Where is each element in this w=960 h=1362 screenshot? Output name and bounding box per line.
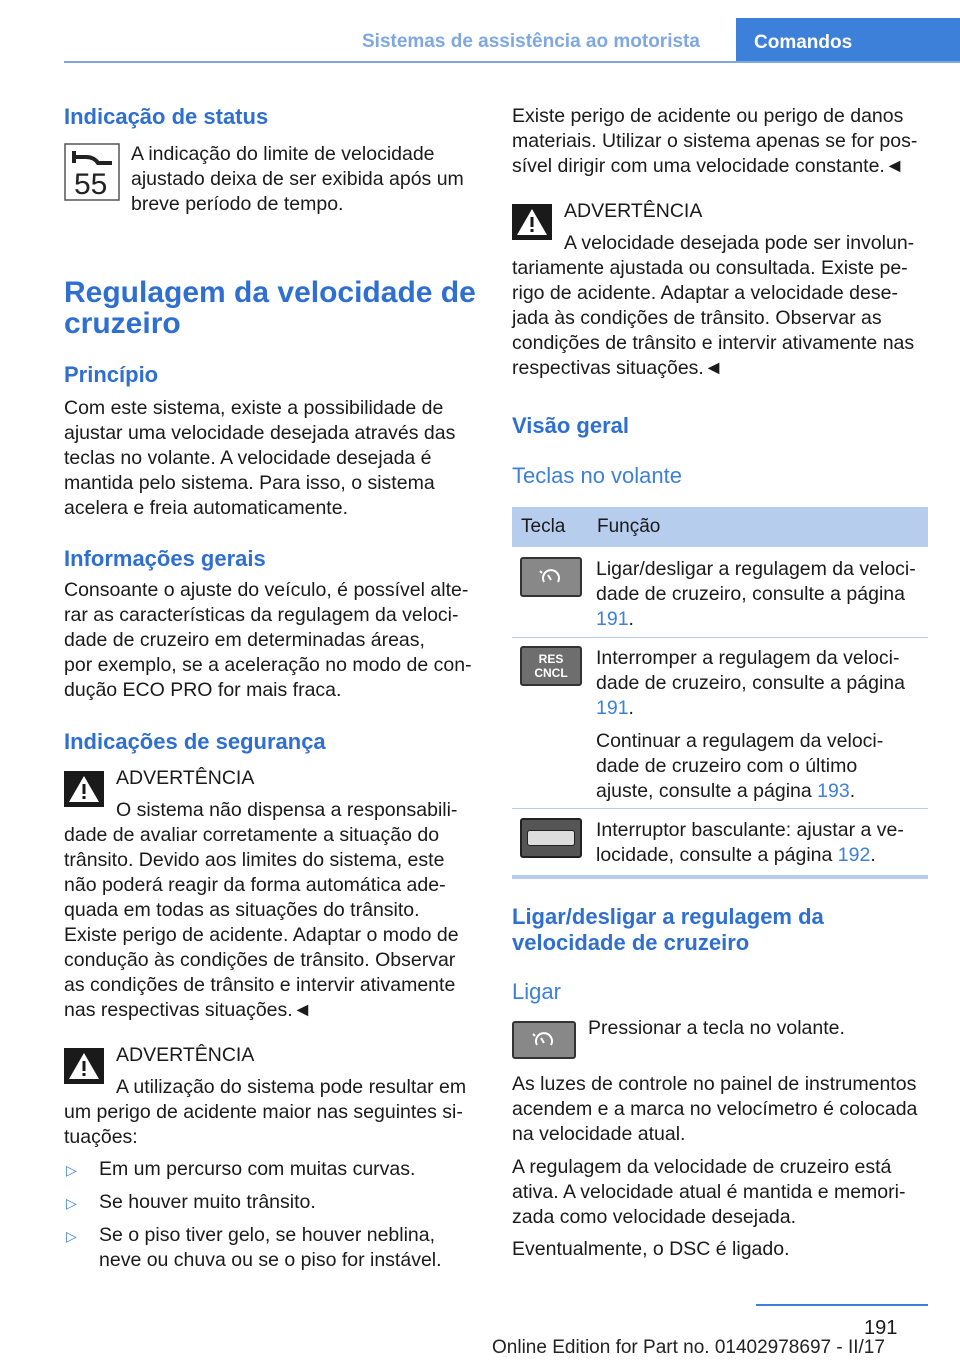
text-line: dade de cruzeiro, consulte a página: [596, 583, 905, 605]
text-line: tariamente ajustada ou consultada. Existe pe‐: [512, 257, 908, 279]
title-line: Ligar/desligar a regulagem da: [512, 904, 824, 929]
text-line: trânsito. Devido aos limites do sistema, este: [64, 849, 445, 871]
list-item: Se houver muito trânsito.: [99, 1191, 316, 1213]
after-text: [512, 1072, 928, 1147]
intro-text: [512, 104, 928, 179]
text-line: por exemplo, se a aceleração no modo de con‐: [64, 654, 472, 676]
warning-text-line: A velocidade desejada pode ser involun‐: [564, 232, 915, 254]
warning-text: [64, 1100, 476, 1150]
text-line: sível dirigir com uma velocidade constante.◄: [512, 155, 905, 177]
text-line: nas respectivas situações.◄: [64, 999, 312, 1021]
general-info-heading: Informações gerais: [64, 546, 266, 571]
text-line: [596, 843, 928, 868]
text-line: ativa. A velocidade atual é mantida e memori‐: [512, 1181, 906, 1203]
bullet-triangle-icon: ▷: [66, 1162, 77, 1178]
text-line: teclas no volante. A velocidade desejada é: [64, 447, 432, 469]
bullet-triangle-icon: ▷: [66, 1228, 77, 1244]
table-row: [596, 818, 928, 868]
text-line: dade de avaliar corretamente a situação do: [64, 824, 440, 846]
text-fragment: locidade, consulte a página: [596, 844, 838, 866]
punctuation: .: [849, 780, 856, 802]
warning-label: ADVERTÊNCIA: [116, 767, 255, 789]
page-link[interactable]: 191: [596, 697, 629, 719]
text-line: mantida pelo sistema. Para isso, o sistema: [64, 472, 435, 494]
page-link[interactable]: 192: [837, 844, 871, 866]
punctuation: .: [870, 844, 876, 866]
safety-heading: Indicações de segurança: [64, 729, 326, 754]
text-line: rar as características da regulagem da veloci‐: [64, 604, 459, 626]
text-line: A regulagem da velocidade de cruzeiro está: [512, 1156, 892, 1178]
keys-heading: Teclas no volante: [512, 463, 682, 488]
page-link[interactable]: 193: [817, 780, 850, 802]
warning-triangle-icon: [64, 771, 104, 807]
text-line: respectivas situações.◄: [512, 357, 724, 379]
header-chapter-tab: Comandos: [736, 18, 960, 61]
list-item: [99, 1223, 442, 1273]
text-line: as condições de trânsito e intervir ativamente: [64, 974, 456, 996]
table-col-key: Tecla: [521, 516, 566, 537]
warning-triangle-icon: [64, 1048, 104, 1084]
warning-text-line: O sistema não dispensa a responsabili‐: [116, 799, 458, 821]
table-col-function: Função: [597, 516, 661, 537]
speed-limit-number: 55: [74, 168, 108, 201]
key-label: CNCL: [534, 666, 568, 680]
text-line: Se o piso tiver gelo, se houver neblina,: [99, 1224, 436, 1246]
text-line: Existe perigo de acidente. Adaptar o modo de: [64, 924, 459, 946]
text-line: quada em todas as situações do trânsito.: [64, 899, 420, 921]
status-heading: Indicação de status: [64, 104, 269, 129]
main-section-title: [64, 277, 476, 339]
text-line: acelera e freia automaticamente.: [64, 497, 348, 519]
text-line: [596, 607, 928, 632]
list-item: Em um percurso com muitas curvas.: [99, 1158, 416, 1180]
text-line: Ligar/desligar a regulagem da veloci‐: [596, 558, 916, 580]
edition-note: Online Edition for Part no. 01402978697 - II/17: [492, 1337, 885, 1358]
on-off-heading: [512, 904, 824, 956]
text-line: condições de trânsito e intervir ativamente nas: [512, 332, 915, 354]
title-line: Regulagem da velocidade de: [64, 276, 476, 309]
text-line: [596, 696, 928, 721]
text-line: ajustar uma velocidade desejada através das: [64, 422, 456, 444]
table-row-divider: [512, 808, 928, 809]
switch-on-heading: Ligar: [512, 979, 561, 1004]
text-line: dade de cruzeiro com o último: [596, 755, 858, 777]
text-line: Continuar a regulagem da veloci‐: [596, 730, 884, 752]
text-line: Consoante o ajuste do veículo, é possível alte‐: [64, 579, 469, 601]
warning-text: [512, 256, 928, 381]
cruise-on-off-button-icon: [512, 1021, 576, 1059]
text-line: dade de cruzeiro em determinadas áreas,: [64, 629, 425, 651]
warning-label: ADVERTÊNCIA: [116, 1044, 255, 1066]
warning-triangle-icon: [512, 204, 552, 240]
text-line: Interromper a regulagem da veloci‐: [596, 647, 900, 669]
text-line: tuações:: [64, 1126, 138, 1148]
text-line: materiais. Utilizar o sistema apenas se for pos‐: [512, 130, 918, 152]
cruise-on-off-button-icon: [520, 557, 582, 597]
page-header: [0, 0, 960, 62]
text-line: jada às condições de trânsito. Observar as: [512, 307, 882, 329]
page-link[interactable]: 191: [596, 608, 629, 630]
text-fragment: ajuste, consulte a página: [596, 780, 818, 802]
punctuation: .: [628, 608, 634, 630]
text-line: zada como velocidade desejada.: [512, 1206, 797, 1228]
on-instruction: Pressionar a tecla no volante.: [588, 1017, 845, 1039]
text-line: ajustado deixa de ser exibida após um: [131, 168, 464, 190]
text-line: As luzes de controle no painel de instrumentos: [512, 1073, 917, 1095]
speed-limit-icon: [64, 143, 120, 201]
principle-text: [64, 396, 476, 521]
text-line: acendem e a marca no velocímetro é colocada: [512, 1098, 918, 1120]
rocker-switch-icon: [520, 818, 582, 858]
warning-text-line: A utilização do sistema pode resultar em: [116, 1076, 467, 1098]
text-line: [596, 779, 928, 804]
text-line: breve período de tempo.: [131, 193, 344, 215]
text-line: Com este sistema, existe a possibilidade de: [64, 397, 444, 419]
key-label: RES: [538, 652, 564, 666]
table-bottom-bar: [512, 875, 928, 879]
text-line: dade de cruzeiro, consulte a página: [596, 672, 905, 694]
warning-text: [64, 823, 476, 1023]
text-line: condução às condições de trânsito. Observar: [64, 949, 456, 971]
title-line: velocidade de cruzeiro: [512, 930, 750, 955]
text-line: rigo de acidente. Adaptar a velocidade dese‐: [512, 282, 898, 304]
bullet-triangle-icon: ▷: [66, 1195, 77, 1211]
text-line: A indicação do limite de velocidade: [131, 143, 435, 165]
header-rule: [64, 61, 960, 63]
text-line: não poderá reagir da forma automática ade‐: [64, 874, 446, 896]
text-line: Interruptor basculante: ajustar a ve‐: [596, 819, 904, 841]
table-row: [596, 557, 928, 632]
text-line: um perigo de acidente maior nas seguintes si‐: [64, 1101, 463, 1123]
active-text: [512, 1155, 928, 1230]
text-line: Existe perigo de acidente ou perigo de danos: [512, 105, 904, 127]
res-cncl-button-icon: [520, 646, 582, 686]
table-header: [512, 507, 928, 547]
table-row-divider: [512, 637, 928, 638]
title-line: cruzeiro: [64, 307, 181, 340]
table-row: [596, 646, 928, 804]
page-number: 191: [864, 1317, 898, 1339]
punctuation: .: [628, 697, 634, 719]
text-line: dução ECO PRO for mais fraca.: [64, 679, 342, 701]
warning-label: ADVERTÊNCIA: [564, 200, 703, 222]
principle-heading: Princípio: [64, 362, 159, 387]
general-info-text: [64, 578, 476, 703]
header-section-title: Sistemas de assistência ao motorista: [362, 31, 700, 52]
footer-rule: [756, 1304, 928, 1306]
text-line: na velocidade atual.: [512, 1123, 686, 1145]
overview-heading: Visão geral: [512, 413, 629, 438]
dsc-text: Eventualmente, o DSC é ligado.: [512, 1238, 790, 1260]
text-line: neve ou chuva ou se o piso for instável.: [99, 1249, 442, 1271]
status-text: [131, 142, 476, 217]
